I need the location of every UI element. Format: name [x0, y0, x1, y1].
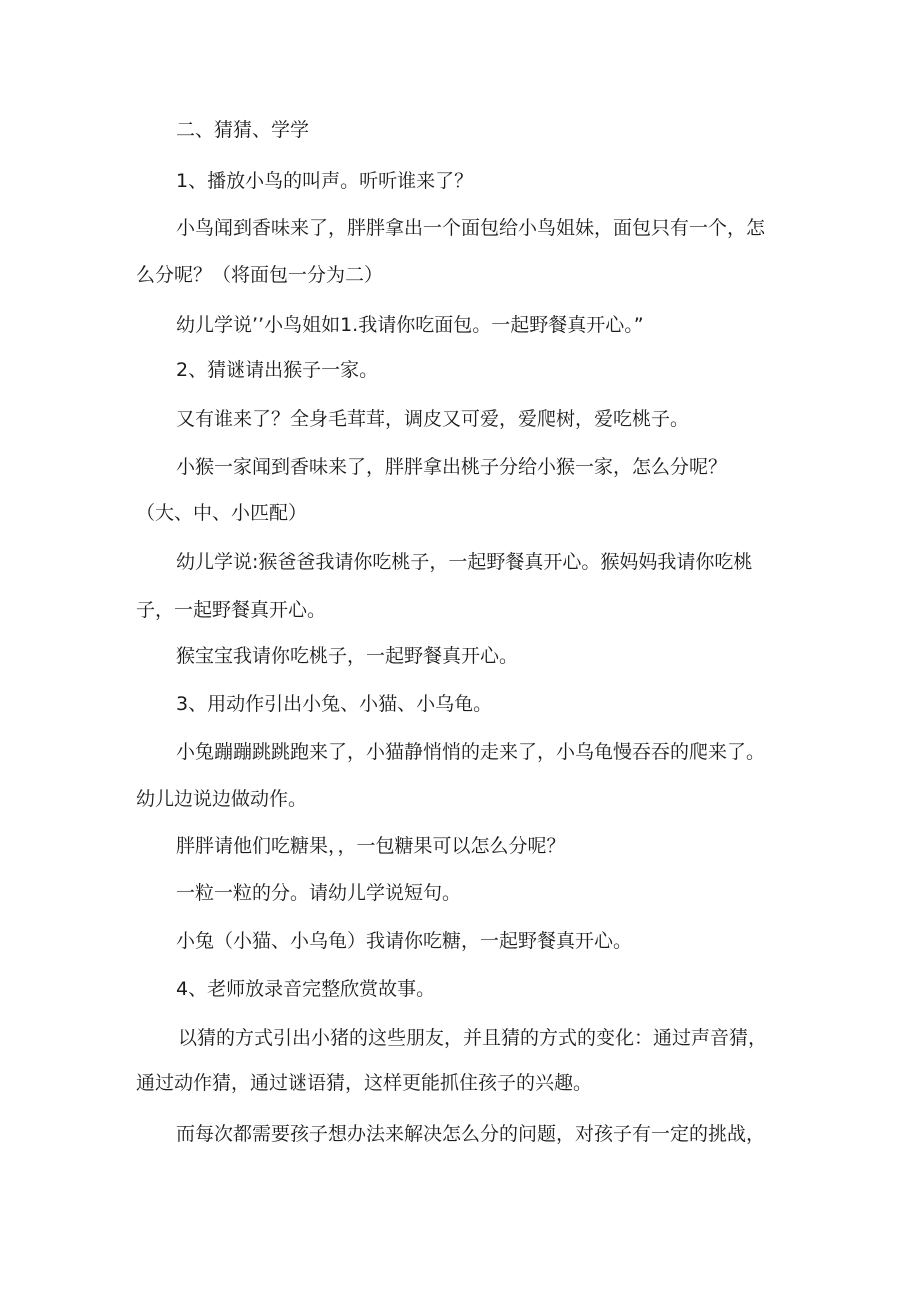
paragraph-line: 一粒一粒的分。请幼儿学说短句。 [176, 882, 462, 904]
paragraph-line: 猴宝宝我请你吃桃子，一起野餐真开心。 [176, 645, 519, 667]
paragraph-line: 小猴一家闻到香味来了，胖胖拿出桃子分给小猴一家，怎么分呢？ [176, 456, 728, 478]
step-heading-4: 4、老师放录音完整欣赏故事。 [176, 978, 436, 1000]
paragraph-line: 幼儿学说’’小鸟姐如1.我请你吃面包。一起野餐真开心。” [176, 314, 644, 336]
paragraph-line: 幼儿边说边做动作。 [136, 788, 308, 810]
section-heading: 二、猜猜、学学 [176, 119, 310, 141]
paragraph-line: 么分呢？（将面包一分为二） [136, 264, 384, 286]
paragraph-line: 又有谁来了？全身毛茸茸，调皮又可爱，爱爬树，爱吃桃子。 [176, 408, 690, 430]
paragraph-line: 通过动作猜，通过谜语猜，这样更能抓住孩子的兴趣。 [136, 1072, 593, 1094]
step-heading-3: 3、用动作引出小兔、小猫、小乌龟。 [176, 693, 493, 715]
paragraph-line: 幼儿学说:猴爸爸我请你吃桃子，一起野餐真开心。猴妈妈我请你吃桃 [176, 551, 753, 573]
paragraph-line: 而每次都需要孩子想办法来解决怎么分的问题，对孩子有一定的挑战， [176, 1123, 766, 1145]
step-heading-2: 2、猜谜请出猴子一家。 [176, 359, 379, 381]
paragraph-line: 小鸟闻到香味来了，胖胖拿出一个面包给小鸟姐妹，面包只有一个，怎 [176, 217, 766, 239]
paragraph-line: 胖胖请他们吃糖果，，一包糖果可以怎么分呢？ [176, 835, 566, 857]
paragraph-line: 小兔蹦蹦跳跳跑来了，小猫静悄悄的走来了，小乌龟慢吞吞的爬来了。 [176, 741, 766, 763]
paragraph-line: （大、中、小匹配） [136, 502, 308, 524]
paragraph-line: 子，一起野餐真开心。 [136, 599, 327, 621]
paragraph-line: 以猜的方式引出小猪的这些朋友，并且猜的方式的变化：通过声音猜， [178, 1027, 768, 1049]
step-heading-1: 1、播放小鸟的叫声。听听谁来了？ [176, 170, 474, 192]
paragraph-line: 小兔（小猫、小乌龟）我请你吃糖，一起野餐真开心。 [176, 930, 633, 952]
